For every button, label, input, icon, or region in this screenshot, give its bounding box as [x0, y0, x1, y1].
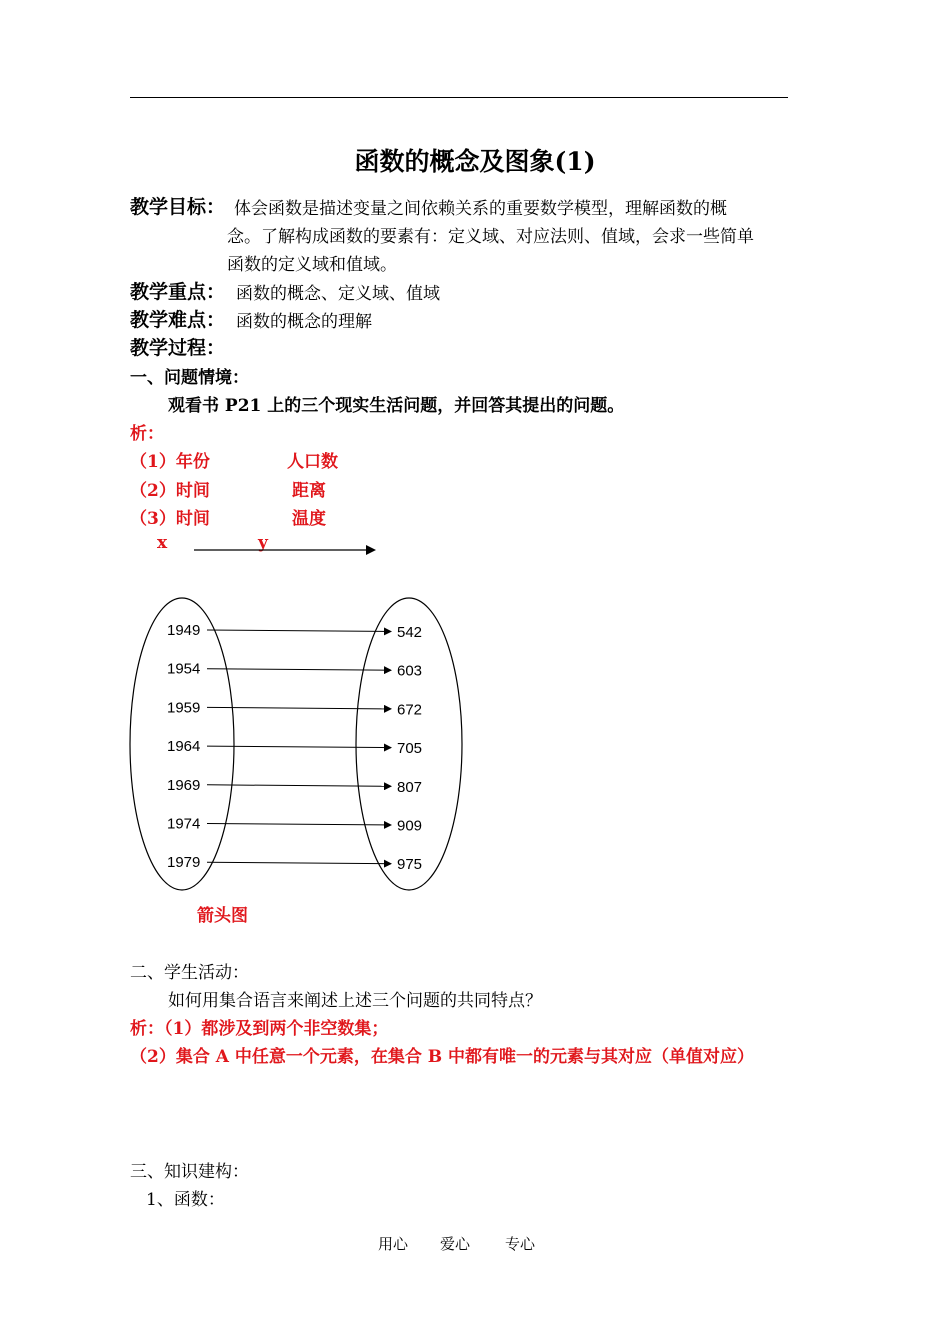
- section3-heading: 三、知识建构：: [130, 1162, 249, 1182]
- analysis-label: 析：: [130, 424, 164, 444]
- diagram-arrow: [207, 707, 391, 709]
- diagram-caption: 箭头图: [197, 906, 248, 926]
- goal-label: 教学目标：: [130, 196, 226, 218]
- diagram-arrow: [207, 824, 391, 826]
- diagram-year-1949: 1949: [167, 622, 201, 639]
- page-title: 函数的概念及图象(1): [354, 147, 596, 176]
- mapping-arrow: [190, 540, 380, 560]
- diagram-arrow: [207, 785, 391, 787]
- diagram-value-542: 542: [397, 624, 423, 641]
- process-label: 教学过程：: [130, 337, 226, 359]
- footer-text-1: 用心: [378, 1235, 409, 1253]
- row1-right: 人口数: [287, 452, 338, 472]
- section2-analysis-1: 析：（1）都涉及到两个非空数集；: [130, 1019, 389, 1039]
- row3-right: 温度: [292, 509, 326, 529]
- section2-analysis-2: （2）集合 A 中任意一个元素，在集合 B 中都有唯一的元素与其对应（单值对应）: [130, 1047, 755, 1067]
- diagram-value-603: 603: [397, 662, 423, 680]
- section1-text: 观看书 P21 上的三个现实生活问题，并回答其提出的问题。: [168, 396, 625, 416]
- row2-left: （2）时间: [130, 481, 210, 501]
- goal-line-1: 体会函数是描述变量之间依赖关系的重要数学模型，理解函数的概: [234, 199, 727, 219]
- section2-heading: 二、学生活动：: [130, 963, 249, 983]
- header-rule: [130, 97, 788, 98]
- key-label: 教学重点：: [130, 281, 226, 303]
- row1-left: （1）年份: [130, 452, 210, 472]
- key-text: 函数的概念、定义域、值域: [236, 284, 440, 304]
- section2-text: 如何用集合语言来阐述上述三个问题的共同特点？: [168, 991, 542, 1011]
- diagram-year-1964: 1964: [167, 738, 201, 756]
- footer-text-3: 专心: [505, 1235, 536, 1253]
- diagram-year-1954: 1954: [167, 660, 201, 678]
- diagram-value-705: 705: [397, 740, 423, 758]
- row3-left: （3）时间: [130, 509, 210, 529]
- section3-item1: 1、函数：: [146, 1190, 225, 1210]
- footer-text-2: 爱心: [440, 1235, 471, 1253]
- diagram-year-1969: 1969: [167, 776, 201, 794]
- row2-right: 距离: [292, 481, 326, 501]
- diagram-year-1959: 1959: [167, 699, 201, 717]
- diagram-year-1979: 1979: [167, 854, 201, 872]
- difficulty-text: 函数的概念的理解: [236, 312, 372, 332]
- diagram-arrow: [207, 746, 391, 748]
- diagram-value-807: 807: [397, 778, 423, 796]
- diagram-year-1974: 1974: [167, 815, 201, 833]
- difficulty-label: 教学难点：: [130, 309, 226, 331]
- goal-line-3: 函数的定义域和值域。: [227, 255, 397, 275]
- goal-line-2: 念。了解构成函数的要素有：定义域、对应法则、值域，会求一些简单: [227, 227, 754, 247]
- diagram-arrow: [207, 630, 391, 632]
- diagram-value-975: 975: [397, 856, 423, 874]
- diagram-arrow: [207, 862, 391, 864]
- section1-heading: 一、问题情境：: [130, 368, 249, 388]
- arrow-diagram: [125, 592, 475, 897]
- diagram-value-909: 909: [397, 817, 423, 835]
- arrow-y-label: y: [258, 533, 268, 553]
- diagram-value-672: 672: [397, 701, 423, 719]
- arrow-x-label: x: [157, 533, 168, 553]
